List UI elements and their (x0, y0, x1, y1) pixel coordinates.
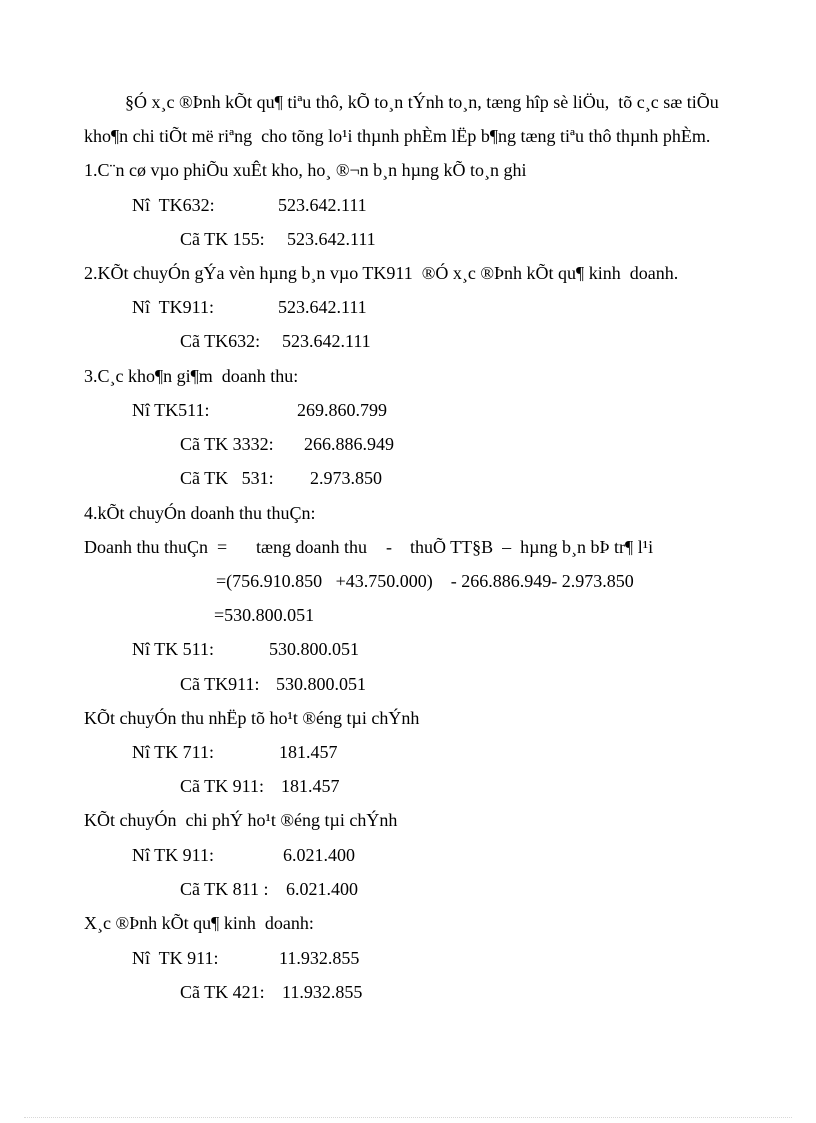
section-4-debit-amount: 530.800.051 (269, 639, 359, 659)
section-6-debit-amount: 6.021.400 (283, 845, 355, 865)
section-7-debit-label: Nî TK 911: (132, 948, 219, 968)
formula-term-1: tæng doanh thu (256, 537, 367, 557)
section-3-heading: 3.C¸c kho¶n gi¶m doanh thu: (84, 366, 299, 386)
section-5-debit-label: Nî TK 711: (132, 742, 215, 762)
section-3-credit-1-label: Cã TK 3332: (180, 434, 274, 454)
section-3-credit-2-label: Cã TK 531: (180, 468, 274, 488)
intro-line-2: kho¶n chi tiÕt më riªng cho tõng lo¹i thµnh phÈm lËp b¶ng tæng tiªu thô thµnh phÈm. (84, 126, 711, 146)
section-1-debit-label: Nî TK632: (132, 195, 215, 215)
section-2-credit-amount: 523.642.111 (282, 331, 371, 351)
section-7-credit-label: Cã TK 421: (180, 982, 265, 1002)
calculation-line: =(756.910.850 +43.750.000) - 266.886.949- 2.973.850 (216, 571, 634, 591)
section-5-debit-amount: 181.457 (279, 742, 338, 762)
intro-line-1: §Ó x¸c ®Þnh kÕt qu¶ tiªu thô, kÕ to¸n tÝnh to¸n, tæng hîp sè liÖu, tõ c¸c sæ tiÕu (125, 92, 719, 112)
section-5-credit-label: Cã TK 911: (180, 776, 264, 796)
formula-minus: - (386, 537, 392, 557)
section-4-debit-label: Nî TK 511: (132, 639, 215, 659)
section-1-heading: 1.C¨n cø vµo phiÕu xuÊt kho, ho¸ ®¬n b¸n hµng kÕ to¸n ghi (84, 160, 527, 180)
section-3-debit-amount: 269.860.799 (297, 400, 387, 420)
section-4-heading: 4.kÕt chuyÓn doanh thu thuÇn: (84, 503, 316, 523)
page-bottom-rule (24, 1117, 792, 1118)
section-4-credit-amount: 530.800.051 (276, 674, 366, 694)
section-6-credit-amount: 6.021.400 (286, 879, 358, 899)
formula-term-2: thuÕ TT§B – hµng b¸n bÞ tr¶ l¹i (410, 537, 654, 557)
section-1-credit-amount: 523.642.111 (287, 229, 376, 249)
formula-label: Doanh thu thuÇn = (84, 537, 228, 557)
section-2-heading: 2.KÕt chuyÓn gÝa vèn hµng b¸n vµo TK911 ®Ó x¸c ®Þnh kÕt qu¶ kinh doanh. (84, 263, 679, 283)
section-2-debit-label: Nî TK911: (132, 297, 215, 317)
section-3-debit-label: Nî TK511: (132, 400, 210, 420)
section-7-debit-amount: 11.932.855 (279, 948, 360, 968)
section-7-heading: X¸c ®Þnh kÕt qu¶ kinh doanh: (84, 913, 314, 933)
section-1-credit-label: Cã TK 155: (180, 229, 265, 249)
section-5-heading: KÕt chuyÓn thu nhËp tõ ho¹t ®éng tµi chÝnh (84, 708, 420, 728)
result-line: =530.800.051 (214, 605, 315, 625)
section-6-credit-label: Cã TK 811 : (180, 879, 269, 899)
section-2-debit-amount: 523.642.111 (278, 297, 367, 317)
section-3-credit-2-amount: 2.973.850 (310, 468, 382, 488)
section-2-credit-label: Cã TK632: (180, 331, 261, 351)
section-4-credit-label: Cã TK911: (180, 674, 260, 694)
section-5-credit-amount: 181.457 (281, 776, 340, 796)
section-7-credit-amount: 11.932.855 (282, 982, 363, 1002)
section-3-credit-1-amount: 266.886.949 (304, 434, 394, 454)
section-6-debit-label: Nî TK 911: (132, 845, 215, 865)
section-6-heading: KÕt chuyÓn chi phÝ ho¹t ®éng tµi chÝnh (84, 810, 398, 830)
section-1-debit-amount: 523.642.111 (278, 195, 367, 215)
